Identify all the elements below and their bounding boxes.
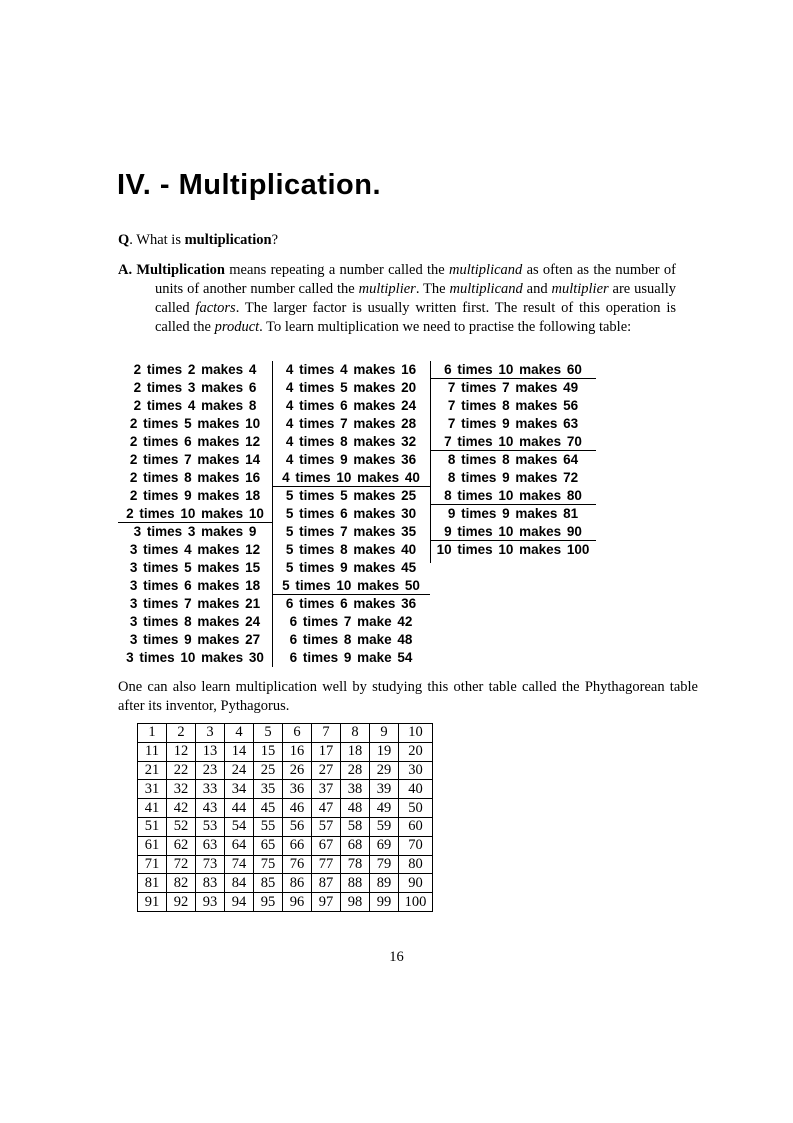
fact-row: 5 times 8 makes 40 <box>285 542 417 557</box>
grid-cell: 78 <box>341 855 370 874</box>
grid-cell: 38 <box>341 780 370 799</box>
grid-cell: 10 <box>399 724 433 743</box>
fact-row: 4 times 10 makes 40 <box>272 469 430 487</box>
grid-cell: 65 <box>254 836 283 855</box>
column-separator-1 <box>272 361 273 667</box>
grid-cell: 79 <box>370 855 399 874</box>
fact-row: 2 times 9 makes 18 <box>129 488 261 503</box>
grid-cell: 84 <box>225 874 254 893</box>
grid-cell: 60 <box>399 817 433 836</box>
fact-row: 8 times 10 makes 80 <box>430 487 596 505</box>
text-segment: A. Multiplication <box>118 262 225 278</box>
grid-cell: 70 <box>399 836 433 855</box>
grid-cell: 96 <box>283 893 312 912</box>
text-segment: means repeating a number called the <box>225 262 449 278</box>
grid-cell: 87 <box>312 874 341 893</box>
grid-cell: 85 <box>254 874 283 893</box>
grid-cell: 13 <box>196 742 225 761</box>
grid-cell: 95 <box>254 893 283 912</box>
fact-row: 5 times 9 makes 45 <box>285 560 417 575</box>
grid-cell: 43 <box>196 799 225 818</box>
grid-cell: 67 <box>312 836 341 855</box>
grid-cell: 11 <box>138 742 167 761</box>
text-segment: and <box>522 281 552 297</box>
grid-cell: 55 <box>254 817 283 836</box>
fact-row: 4 times 9 makes 36 <box>285 452 417 467</box>
fact-row: 3 times 3 makes 9 <box>133 524 257 539</box>
grid-cell: 80 <box>399 855 433 874</box>
fact-row: 2 times 10 makes 10 <box>118 505 272 523</box>
grid-cell: 20 <box>399 742 433 761</box>
grid-cell: 42 <box>167 799 196 818</box>
fact-row: 4 times 6 makes 24 <box>285 398 417 413</box>
pythagorean-intro-paragraph: One can also learn multiplication well by studying this other table called the Phythagorean table after its inventor, Pythagorus. <box>118 679 698 714</box>
fact-row: 6 times 7 make 42 <box>289 614 413 629</box>
fact-row: 5 times 7 makes 35 <box>285 524 417 539</box>
grid-cell: 28 <box>341 761 370 780</box>
grid-cell: 23 <box>196 761 225 780</box>
grid-cell: 22 <box>167 761 196 780</box>
grid-cell: 73 <box>196 855 225 874</box>
fact-row: 4 times 4 makes 16 <box>285 362 417 377</box>
grid-cell: 68 <box>341 836 370 855</box>
grid-cell: 14 <box>225 742 254 761</box>
grid-cell: 48 <box>341 799 370 818</box>
fact-row: 6 times 6 makes 36 <box>285 596 417 611</box>
fact-row: 2 times 5 makes 10 <box>129 416 261 431</box>
grid-row <box>138 799 433 818</box>
multiplication-facts-table <box>118 361 596 667</box>
grid-cell: 34 <box>225 780 254 799</box>
text-segment: Q <box>118 232 130 248</box>
grid-cell: 81 <box>138 874 167 893</box>
grid-cell: 1 <box>138 724 167 743</box>
grid-cell: 83 <box>196 874 225 893</box>
grid-cell: 58 <box>341 817 370 836</box>
grid-cell: 71 <box>138 855 167 874</box>
grid-cell: 86 <box>283 874 312 893</box>
grid-cell: 12 <box>167 742 196 761</box>
column-separator-2 <box>430 361 431 563</box>
text-segment: factors <box>195 300 236 316</box>
grid-cell: 90 <box>399 874 433 893</box>
grid-cell: 18 <box>341 742 370 761</box>
grid-cell: 59 <box>370 817 399 836</box>
grid-cell: 74 <box>225 855 254 874</box>
grid-cell: 98 <box>341 893 370 912</box>
fact-row: 4 times 5 makes 20 <box>285 380 417 395</box>
grid-cell: 47 <box>312 799 341 818</box>
grid-cell: 26 <box>283 761 312 780</box>
grid-cell: 7 <box>312 724 341 743</box>
grid-cell: 44 <box>225 799 254 818</box>
grid-row <box>138 817 433 836</box>
fact-row: 5 times 6 makes 30 <box>285 506 417 521</box>
text-segment: . To learn multiplication we need to practise the following table: <box>259 319 632 335</box>
answer-paragraph <box>118 261 676 337</box>
fact-row: 6 times 10 makes 60 <box>430 361 596 379</box>
grid-cell: 4 <box>225 724 254 743</box>
grid-cell: 5 <box>254 724 283 743</box>
grid-cell: 92 <box>167 893 196 912</box>
grid-cell: 63 <box>196 836 225 855</box>
fact-row: 2 times 2 makes 4 <box>133 362 257 377</box>
page-number: 16 <box>389 949 404 965</box>
grid-cell: 53 <box>196 817 225 836</box>
text-segment: product <box>214 319 260 335</box>
fact-row: 4 times 7 makes 28 <box>285 416 417 431</box>
fact-row: 2 times 6 makes 12 <box>129 434 261 449</box>
grid-cell: 29 <box>370 761 399 780</box>
fact-row: 2 times 8 makes 16 <box>129 470 261 485</box>
grid-cell: 17 <box>312 742 341 761</box>
grid-cell: 35 <box>254 780 283 799</box>
grid-cell: 69 <box>370 836 399 855</box>
grid-cell: 21 <box>138 761 167 780</box>
text-segment: multiplier <box>358 281 416 297</box>
grid-cell: 41 <box>138 799 167 818</box>
grid-row <box>138 761 433 780</box>
facts-column-1 <box>118 361 272 667</box>
grid-cell: 49 <box>370 799 399 818</box>
fact-row: 6 times 9 make 54 <box>289 650 413 665</box>
facts-column-2 <box>272 361 430 667</box>
fact-row: 3 times 10 makes 30 <box>126 650 264 665</box>
grid-cell: 27 <box>312 761 341 780</box>
text-segment: . What is <box>129 232 185 248</box>
grid-cell: 75 <box>254 855 283 874</box>
grid-row <box>138 742 433 761</box>
grid-row <box>138 724 433 743</box>
grid-cell: 82 <box>167 874 196 893</box>
text-segment: ? <box>271 232 279 248</box>
grid-cell: 77 <box>312 855 341 874</box>
grid-cell: 9 <box>370 724 399 743</box>
grid-cell: 2 <box>167 724 196 743</box>
fact-row: 5 times 5 makes 25 <box>285 488 417 503</box>
text-segment: multiplication <box>184 232 272 248</box>
text-segment: multiplicand <box>448 262 523 278</box>
grid-row <box>138 874 433 893</box>
fact-row: 3 times 9 makes 27 <box>129 632 261 647</box>
text-segment: are usually called <box>155 281 676 316</box>
fact-row: 3 times 7 makes 21 <box>129 596 261 611</box>
grid-cell: 76 <box>283 855 312 874</box>
grid-cell: 100 <box>399 893 433 912</box>
text-segment: multiplicand <box>449 281 523 297</box>
fact-row: 8 times 8 makes 64 <box>447 452 579 467</box>
grid-cell: 64 <box>225 836 254 855</box>
fact-row: 7 times 8 makes 56 <box>447 398 579 413</box>
fact-row: 7 times 9 makes 63 <box>447 416 579 431</box>
grid-cell: 24 <box>225 761 254 780</box>
fact-row: 3 times 8 makes 24 <box>129 614 261 629</box>
grid-cell: 62 <box>167 836 196 855</box>
fact-row: 4 times 8 makes 32 <box>285 434 417 449</box>
pythagorean-table-body <box>138 724 433 912</box>
grid-cell: 99 <box>370 893 399 912</box>
fact-row: 3 times 5 makes 15 <box>129 560 261 575</box>
fact-row: 2 times 4 makes 8 <box>133 398 257 413</box>
grid-cell: 45 <box>254 799 283 818</box>
fact-row: 6 times 8 make 48 <box>289 632 413 647</box>
grid-cell: 91 <box>138 893 167 912</box>
fact-row: 2 times 3 makes 6 <box>133 380 257 395</box>
grid-cell: 72 <box>167 855 196 874</box>
fact-row: 7 times 10 makes 70 <box>430 433 596 451</box>
grid-cell: 16 <box>283 742 312 761</box>
grid-cell: 32 <box>167 780 196 799</box>
fact-row: 2 times 7 makes 14 <box>129 452 261 467</box>
grid-cell: 94 <box>225 893 254 912</box>
facts-column-3 <box>430 361 596 559</box>
grid-cell: 3 <box>196 724 225 743</box>
grid-cell: 61 <box>138 836 167 855</box>
grid-cell: 39 <box>370 780 399 799</box>
grid-cell: 46 <box>283 799 312 818</box>
fact-row: 3 times 4 makes 12 <box>129 542 261 557</box>
grid-cell: 37 <box>312 780 341 799</box>
grid-cell: 6 <box>283 724 312 743</box>
grid-row <box>138 855 433 874</box>
text-segment: . The <box>415 281 450 297</box>
fact-row: 9 times 10 makes 90 <box>430 523 596 541</box>
grid-cell: 40 <box>399 780 433 799</box>
grid-cell: 93 <box>196 893 225 912</box>
grid-cell: 19 <box>370 742 399 761</box>
grid-cell: 15 <box>254 742 283 761</box>
fact-row: 9 times 9 makes 81 <box>447 506 579 521</box>
text-segment: . The larger factor is usually written first. The result of this operation is called the <box>155 300 676 335</box>
grid-cell: 36 <box>283 780 312 799</box>
grid-cell: 97 <box>312 893 341 912</box>
grid-cell: 31 <box>138 780 167 799</box>
grid-row <box>138 836 433 855</box>
grid-cell: 51 <box>138 817 167 836</box>
grid-cell: 56 <box>283 817 312 836</box>
fact-row: 8 times 9 makes 72 <box>447 470 579 485</box>
grid-row <box>138 780 433 799</box>
grid-cell: 8 <box>341 724 370 743</box>
grid-cell: 57 <box>312 817 341 836</box>
fact-row: 10 times 10 makes 100 <box>436 542 590 557</box>
pythagorean-table <box>137 723 433 912</box>
grid-cell: 66 <box>283 836 312 855</box>
grid-cell: 88 <box>341 874 370 893</box>
grid-cell: 50 <box>399 799 433 818</box>
grid-cell: 89 <box>370 874 399 893</box>
page-title: IV. - Multiplication. <box>117 169 381 201</box>
fact-row: 7 times 7 makes 49 <box>447 380 579 395</box>
grid-cell: 30 <box>399 761 433 780</box>
question-line <box>118 231 278 250</box>
text-segment: as often as the number of units of another number called the <box>155 262 676 297</box>
text-segment: multiplier <box>551 281 609 297</box>
grid-cell: 52 <box>167 817 196 836</box>
grid-cell: 54 <box>225 817 254 836</box>
grid-cell: 25 <box>254 761 283 780</box>
fact-row: 5 times 10 makes 50 <box>272 577 430 595</box>
grid-cell: 33 <box>196 780 225 799</box>
grid-row <box>138 893 433 912</box>
fact-row: 3 times 6 makes 18 <box>129 578 261 593</box>
